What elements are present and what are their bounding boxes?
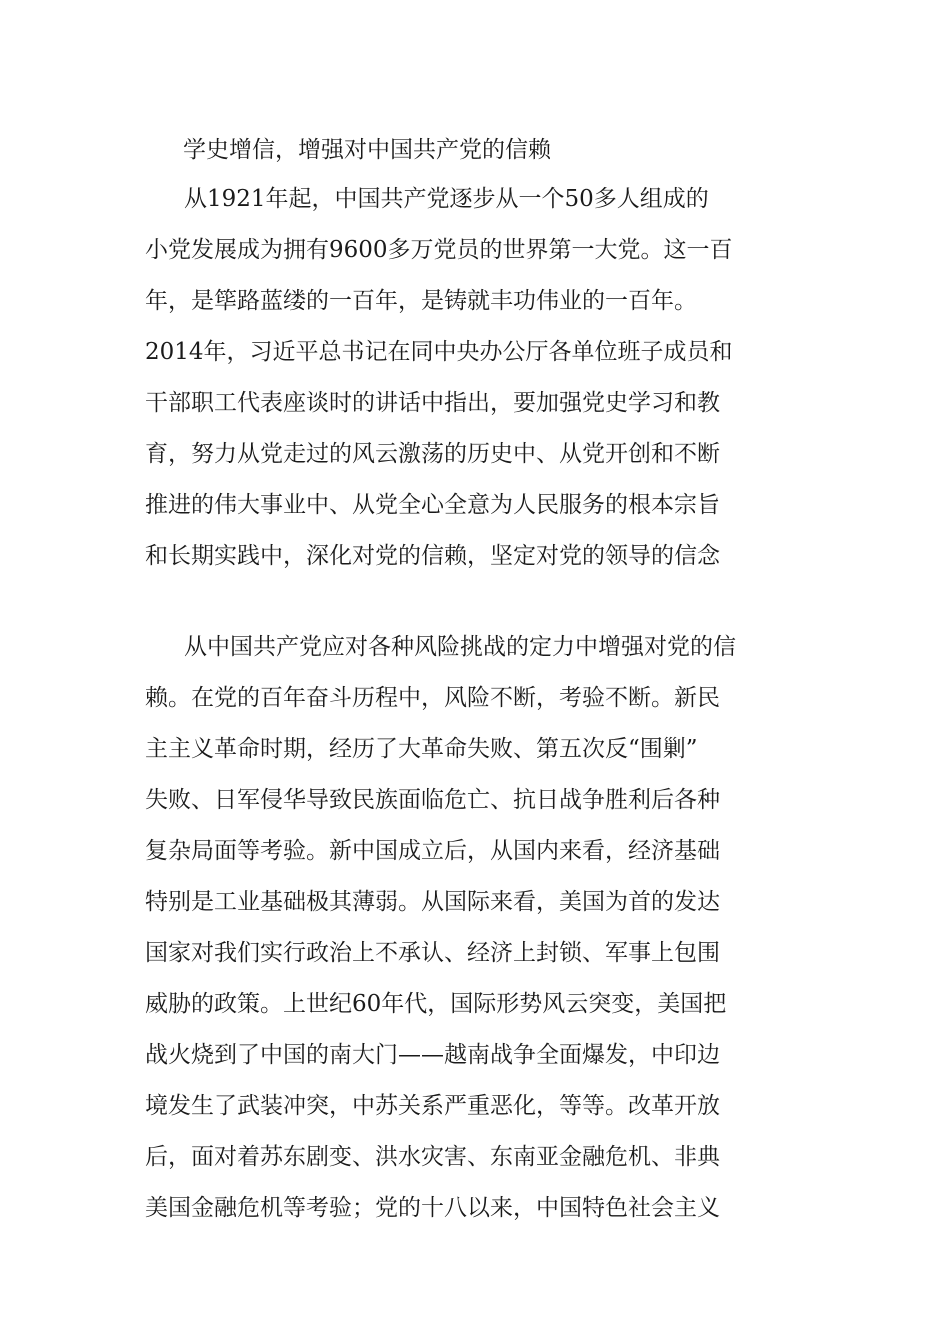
paragraph-line: 特别是工业基础极其薄弱。从国际来看，美国为首的发达 bbox=[145, 889, 720, 915]
paragraph-line: 战火烧到了中国的南大门——越南战争全面爆发，中印边 bbox=[145, 1042, 720, 1068]
paragraph-line: 失败、日军侵华导致民族面临危亡、抗日战争胜利后各种 bbox=[145, 787, 720, 813]
paragraph-line: 国家对我们实行政治上不承认、经济上封锁、军事上包围 bbox=[145, 940, 720, 966]
paragraph-line: 从中国共产党应对各种风险挑战的定力中增强对党的信 bbox=[184, 634, 736, 660]
paragraph-line: 美国金融危机等考验；党的十八以来，中国特色社会主义 bbox=[145, 1195, 720, 1221]
paragraph-line: 赖。在党的百年奋斗历程中，风险不断，考验不断。新民 bbox=[145, 685, 720, 711]
paragraph-line: 推进的伟大事业中、从党全心全意为人民服务的根本宗旨 bbox=[145, 492, 720, 518]
paragraph-line: 主主义革命时期，经历了大革命失败、第五次反“围剿” bbox=[145, 736, 698, 762]
paragraph-line: 干部职工代表座谈时的讲话中指出，要加强党史学习和教 bbox=[145, 390, 720, 416]
paragraph-line: 复杂局面等考验。新中国成立后，从国内来看，经济基础 bbox=[145, 838, 720, 864]
paragraph-line: 威胁的政策。上世纪60年代，国际形势风云突变，美国把 bbox=[145, 991, 727, 1017]
paragraph-history-overview bbox=[145, 174, 815, 582]
paragraph-line: 小党发展成为拥有9600多万党员的世界第一大党。这一百 bbox=[145, 237, 733, 263]
paragraph-line: 和长期实践中，深化对党的信赖，坚定对党的领导的信念 bbox=[145, 543, 720, 569]
paragraph-line: 年，是筚路蓝缕的一百年，是铸就丰功伟业的一百年。 bbox=[145, 288, 697, 314]
paragraph-line: 育，努力从党走过的风云激荡的历史中、从党开创和不断 bbox=[145, 441, 720, 467]
paragraph-line: 2014年，习近平总书记在同中央办公厅各单位班子成员和 bbox=[145, 339, 733, 365]
paragraph-line: 后，面对着苏东剧变、洪水灾害、东南亚金融危机、非典 bbox=[145, 1144, 720, 1170]
paragraph-line: 境发生了武装冲突，中苏关系严重恶化，等等。改革开放 bbox=[145, 1093, 720, 1119]
paragraph-line: 从1921年起，中国共产党逐步从一个50多人组成的 bbox=[184, 186, 709, 212]
document-title: 学史增信，增强对中国共产党的信赖 bbox=[183, 137, 551, 163]
paragraph-risk-challenges bbox=[145, 622, 815, 1234]
